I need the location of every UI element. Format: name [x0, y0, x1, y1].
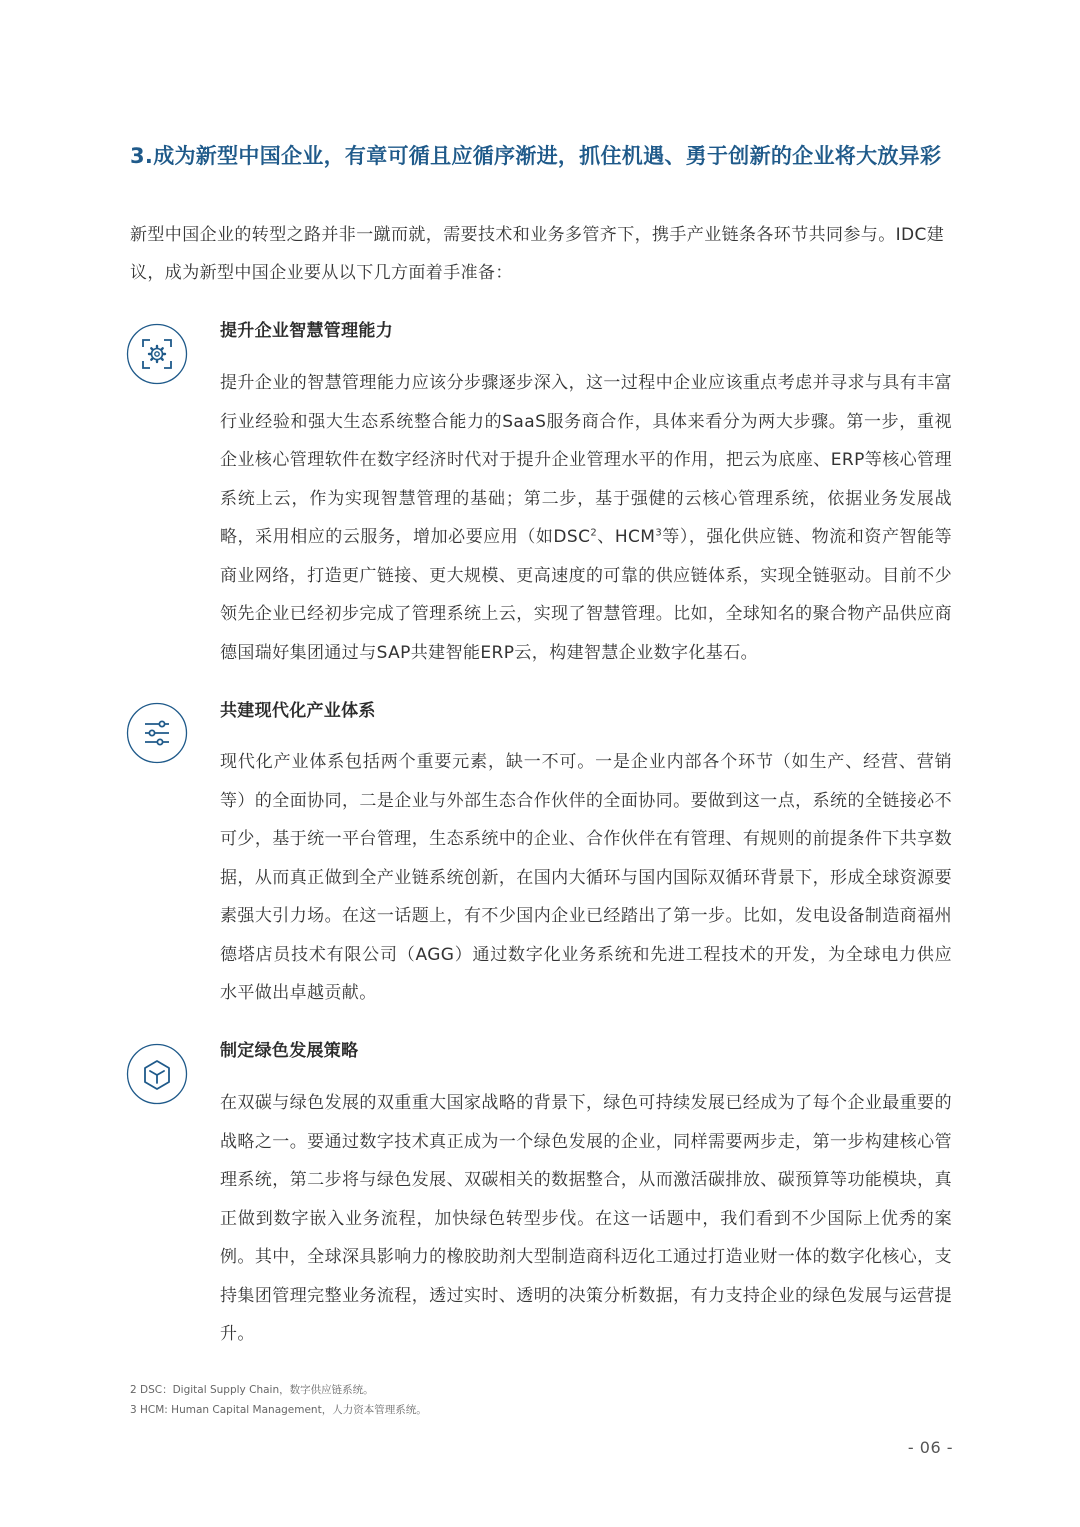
sliders-icon	[126, 702, 188, 764]
page-number: - 06 -	[907, 1438, 953, 1457]
gear-scan-icon	[126, 323, 188, 385]
footnote: 3 HCM: Human Capital Management，人力资本管理系统。	[130, 1404, 427, 1416]
section-body: 提升企业的智慧管理能力应该分步骤逐步深入，这一过程中企业应该重点考虑并寻求与具有丰富行业经验和强大生态系统整合能力的SaaS服务商合作，具体来看分为两大步骤。第一步，重视企业核心管理软件在数字经济时代对于提升企业管理水平的作用，把云为底座、ERP等核心管理系统上云，作为实现智慧管理的基础；第二步，基于强健的云核心管理系统，依据业务发展战略，采用相应的云服务，增加必要应用（如DSC$^2$、HCM$^3$等），强化供应链、物流和资产智能等商业网络，打造更广链接、更大规模、更高速度的可靠的供应链体系，实现全链驱动。目前不少领先企业已经初步完成了管理系统上云，实现了智慧管理。比如，全球知名的聚合物产品供应商德国瑞好集团通过与SAP共建智能ERP云，构建智慧企业数字化基石。	[220, 373, 952, 663]
section-heading: 共建现代化产业体系	[220, 701, 376, 721]
section-body: 在双碳与绿色发展的双重重大国家战略的背景下，绿色可持续发展已经成为了每个企业最重要的战略之一。要通过数字技术真正成为一个绿色发展的企业，同样需要两步走，第一步构建核心管理系统，第二步将与绿色发展、双碳相关的数据整合，从而激活碳排放、碳预算等功能模块，真正做到数字嵌入业务流程，加快绿色转型步伐。在这一话题中，我们看到不少国际上优秀的案例。其中，全球深具影响力的橡胶助剂大型制造商科迈化工通过打造业财一体的数字化核心，支持集团管理完整业务流程，透过实时、透明的决策分析数据，有力支持企业的绿色发展与运营提升。	[220, 1093, 952, 1344]
section-heading: 提升企业智慧管理能力	[220, 321, 393, 341]
cube-icon	[126, 1043, 188, 1105]
section-body: 现代化产业体系包括两个重要元素，缺一不可。一是企业内部各个环节（如生产、经营、营销等）的全面协同，二是企业与外部生态合作伙伴的全面协同。要做到这一点，系统的全链接必不可少，基于统一平台管理，生态系统中的企业、合作伙伴在有管理、有规则的前提条件下共享数据，从而真正做到全产业链系统创新，在国内大循环与国内国际双循环背景下，形成全球资源要素强大引力场。在这一话题上，有不少国内企业已经踏出了第一步。比如，发电设备制造商福州德塔店员技术有限公司（AGG）通过数字化业务系统和先进工程技术的开发，为全球电力供应水平做出卓越贡献。	[220, 752, 952, 1003]
page-title: 3.成为新型中国企业，有章可循且应循序渐进，抓住机遇、勇于创新的企业将大放异彩	[130, 144, 942, 168]
intro-paragraph: 新型中国企业的转型之路并非一蹴而就，需要技术和业务多管齐下，携手产业链条各环节共同参与。IDC建议，成为新型中国企业要从以下几方面着手准备：	[130, 225, 945, 283]
section-heading: 制定绿色发展策略	[220, 1041, 359, 1061]
footnote: 2 DSC：Digital Supply Chain，数字供应链系统。	[130, 1384, 374, 1396]
footnotes	[130, 1380, 427, 1420]
